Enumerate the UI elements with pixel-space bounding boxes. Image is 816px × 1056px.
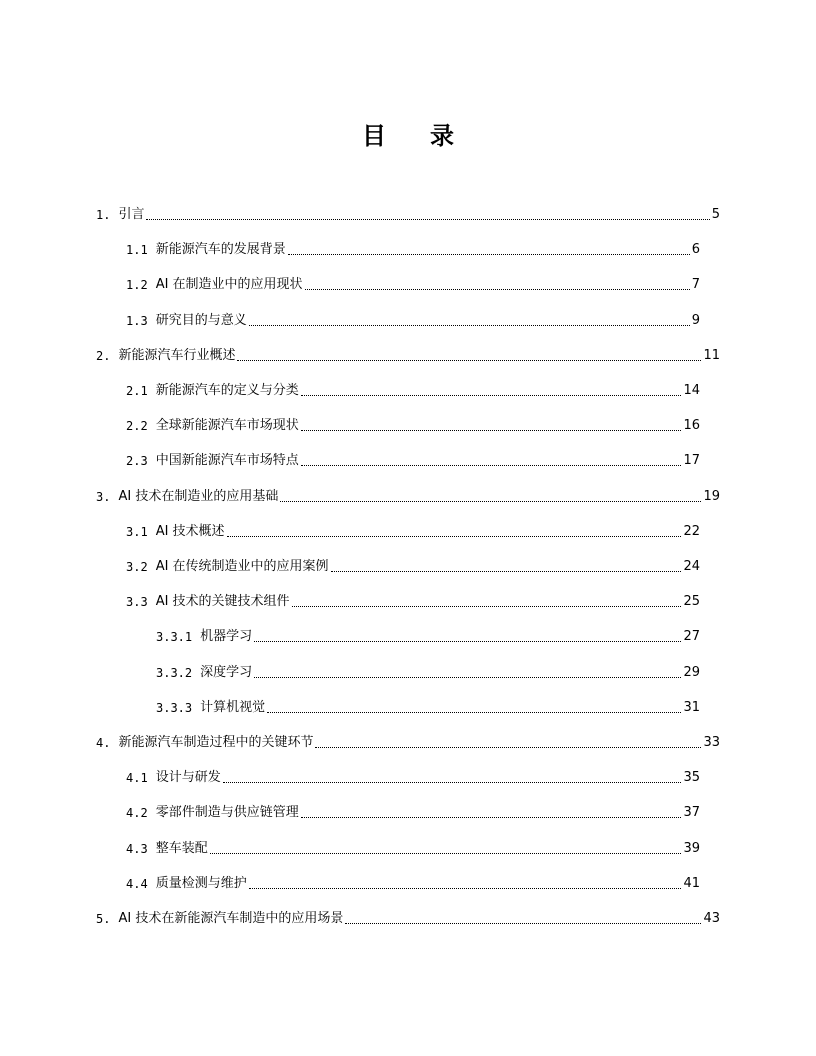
toc-entry-number: 2.3 [126,454,148,469]
toc-entry-page-number: 37 [683,805,700,821]
toc-entry-title: 深度学习 [200,664,253,680]
toc-entry[interactable] [126,517,700,541]
toc-dot-leader [254,676,681,678]
toc-entry-title: AI 技术的关键技术组件 [155,594,290,610]
toc-entry[interactable] [96,728,720,752]
toc-entry-title: 零部件制造与供应链管理 [155,805,299,821]
toc-entry-title: 新能源汽车的定义与分类 [155,383,299,398]
toc-entry-page-number: 6 [691,242,700,258]
toc-entry[interactable] [156,693,700,717]
toc-entry-title: 质量检测与维护 [155,875,247,891]
toc-entry-page-number: 24 [683,559,700,574]
toc-entry-number: 2. [96,348,111,363]
toc-dot-leader [210,852,682,854]
toc-entry-page-number: 41 [683,875,700,891]
toc-entry-number: 4.1 [126,771,148,786]
toc-entry-page-number: 31 [683,699,700,715]
toc-dot-leader [301,464,682,466]
toc-entry-number: 3.3.1 [156,630,193,645]
toc-entry-page-number: 19 [703,488,720,504]
toc-entry-number: 4.2 [126,806,148,821]
toc-entry[interactable] [156,658,700,682]
toc-entry[interactable] [126,587,700,611]
toc-dot-leader [292,605,682,607]
toc-entry[interactable] [96,482,720,506]
toc-dot-leader [288,253,690,255]
toc-entry-title: AI 在传统制造业中的应用案例 [155,559,329,574]
toc-entry-title: AI 在制造业中的应用现状 [155,277,303,293]
toc-entry-title: AI 技术概述 [155,523,225,539]
toc-entry-number: 2.2 [126,419,148,434]
toc-dot-leader [223,781,682,783]
toc-entry-page-number: 22 [683,523,700,539]
toc-entry-page-number: 33 [703,735,720,750]
toc-entry[interactable] [126,446,700,470]
toc-entry[interactable] [126,235,700,259]
toc-dot-leader [227,535,682,537]
toc-entry-page-number: 7 [691,277,700,293]
toc-dot-leader [254,640,681,642]
toc-entry-number: 4.3 [126,841,148,856]
toc-entry-title: 新能源汽车的发展背景 [155,242,286,258]
toc-entry-page-number: 16 [683,418,700,434]
toc-entry[interactable] [96,904,720,928]
toc-entry[interactable] [126,798,700,822]
toc-dot-leader [237,359,701,361]
toc-entry-number: 3. [96,489,111,504]
toc-dot-leader [305,288,690,290]
toc-entry[interactable] [126,869,700,893]
toc-entry[interactable] [126,552,700,576]
toc-entry-title: AI 技术在新能源汽车制造中的应用场景 [118,911,344,926]
toc-entry-number: 1.3 [126,313,148,328]
title-char-1: 目 [362,122,386,150]
toc-dot-leader [280,500,701,502]
toc-dot-leader [249,324,690,326]
toc-entry-page-number: 27 [683,629,700,645]
toc-entry-number: 3.3 [126,595,148,610]
toc-dot-leader [267,711,681,713]
toc-entry-number: 3.2 [126,560,148,574]
toc-entry[interactable] [126,376,700,400]
toc-entry[interactable] [126,411,700,435]
toc-entry-title: 研究目的与意义 [155,312,247,328]
toc-dot-leader [345,922,701,924]
toc-dot-leader [301,429,682,431]
toc-entry-title: 新能源汽车行业概述 [118,347,236,363]
toc-entry-page-number: 35 [683,770,700,786]
toc-entry[interactable] [126,306,700,330]
toc-entry-number: 2.1 [126,384,148,398]
page-title [0,118,816,154]
title-char-2: 录 [430,122,454,150]
toc-entry-number: 3.3.2 [156,665,193,680]
toc-entry-page-number: 43 [703,911,720,926]
toc-entry-number: 5. [96,912,111,926]
toc-entry-page-number: 9 [691,312,700,328]
toc-dot-leader [249,887,682,889]
toc-entry[interactable] [156,622,700,646]
toc-entry-number: 1. [96,208,111,222]
toc-entry-title: AI 技术在制造业的应用基础 [118,488,279,504]
toc-dot-leader [331,570,682,572]
toc-entry-page-number: 29 [683,664,700,680]
toc-entry-title: 新能源汽车制造过程中的关键环节 [118,735,314,750]
toc-dot-leader [301,394,682,396]
toc-entry-title: 引言 [118,207,145,222]
toc-entry-page-number: 25 [683,594,700,610]
toc-entry-page-number: 17 [683,453,700,469]
toc-entry[interactable] [96,200,720,224]
toc-entry-title: 设计与研发 [155,770,221,786]
toc-entry[interactable] [126,270,700,294]
toc-entry-title: 计算机视觉 [200,699,266,715]
toc-entry-number: 3.3.3 [156,700,193,715]
toc-dot-leader [146,218,709,220]
toc-dot-leader [315,746,701,748]
toc-entry-title: 中国新能源汽车市场特点 [155,453,299,469]
toc-entry-page-number: 5 [711,207,720,222]
toc-entry-page-number: 14 [683,383,700,398]
toc-entry-title: 整车装配 [155,840,208,856]
toc-entry-number: 4.4 [126,876,148,891]
toc-entry[interactable] [126,834,700,858]
toc-entry-title: 机器学习 [200,629,253,645]
toc-entry-title: 全球新能源汽车市场现状 [155,418,299,434]
toc-entry-number: 3.1 [126,524,148,539]
toc-dot-leader [301,816,682,818]
toc-entry-page-number: 11 [703,347,720,363]
toc-entry[interactable] [96,341,720,365]
toc-entry-page-number: 39 [683,840,700,856]
toc-entry-number: 1.1 [126,243,148,258]
toc-entry-number: 1.2 [126,278,148,293]
toc-entry-number: 4. [96,736,111,750]
toc-entry[interactable] [126,763,700,787]
